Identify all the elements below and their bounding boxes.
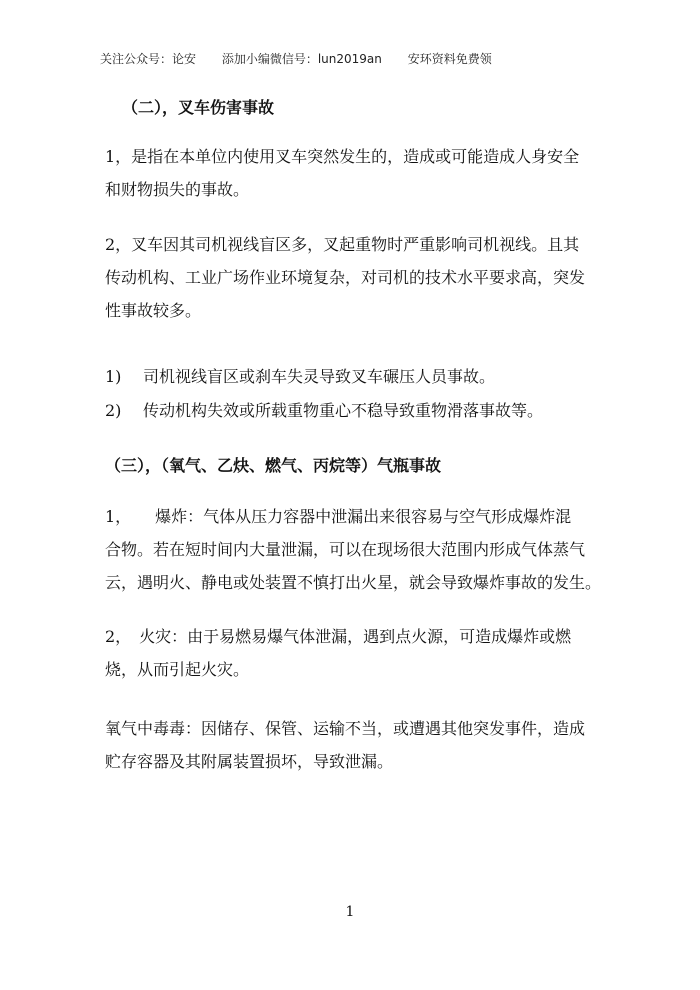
section-2-paragraph-2 (105, 228, 585, 327)
section-2-paragraph-1 (105, 140, 579, 206)
list-item-text: 传动机构失效或所载重物重心不稳导致重物滑落事故等。 (143, 401, 544, 420)
header-free-resources: 安环资料免费领 (407, 52, 492, 66)
paragraph-line: 性事故较多。 (105, 301, 202, 320)
header-official-account: 关注公众号：论安 (100, 52, 197, 66)
list-item (105, 398, 543, 421)
page-header (100, 50, 514, 67)
paragraph-line: 2，叉车因其司机视线盲区多，叉起重物时严重影响司机视线。且其 (105, 235, 580, 254)
list-item-number: 1) (105, 367, 122, 386)
header-wechat-id: 添加小编微信号：lun2019an (221, 52, 382, 66)
paragraph-line: 云，遇明火、静电或处装置不慎打出火星，就会导致爆炸事故的发生。 (105, 573, 602, 592)
paragraph-line: 2， 火灾：由于易燃易爆气体泄漏，遇到点火源，可造成爆炸或燃 (105, 627, 572, 646)
paragraph-line: 和财物损失的事故。 (105, 180, 250, 199)
paragraph-line: 1， 爆炸：气体从压力容器中泄漏出来很容易与空气形成爆炸混 (105, 507, 572, 526)
list-item-number: 2) (105, 401, 122, 420)
section-2-title: （二），叉车伤害事故 (122, 98, 275, 117)
section-3-title: （三），（氧气、乙炔、燃气、丙烷等）气瓶事故 (105, 456, 442, 475)
section-3-paragraph-1 (105, 500, 601, 599)
section-3-paragraph-2 (105, 620, 571, 686)
paragraph-line: 1，是指在本单位内使用叉车突然发生的，造成或可能造成人身安全 (105, 147, 580, 166)
paragraph-line: 氧气中毒毒：因储存、保管、运输不当，或遭遇其他突发事件，造成 (105, 719, 586, 738)
section-3-paragraph-3 (105, 712, 585, 778)
paragraph-line: 贮存容器及其附属装置损坏，导致泄漏。 (105, 752, 394, 771)
paragraph-line: 合物。若在短时间内大量泄漏，可以在现场很大范围内形成气体蒸气 (105, 540, 586, 559)
paragraph-line: 烧，从而引起火灾。 (105, 660, 250, 679)
list-item (105, 364, 495, 387)
list-item-text: 司机视线盲区或刹车失灵导致叉车碾压人员事故。 (143, 367, 496, 386)
page-number: 1 (345, 904, 355, 920)
paragraph-line: 传动机构、工业广场作业环境复杂，对司机的技术水平要求高，突发 (105, 268, 586, 287)
